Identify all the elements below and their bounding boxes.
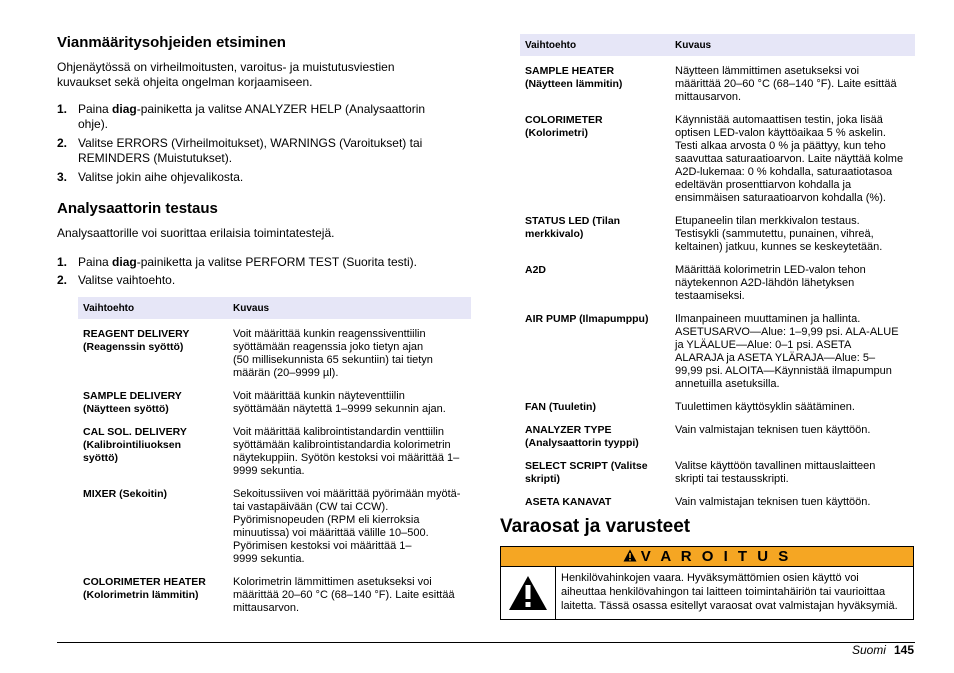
option-description [228, 416, 471, 478]
option-description-line: 9999 sekuntia. [233, 553, 305, 565]
option-name [78, 566, 228, 615]
option-name [520, 450, 670, 486]
option-description-line: syöttämään kalibrointistandardia kolorimetrin [233, 439, 451, 451]
step-number: 2. [57, 136, 68, 150]
option-name [520, 414, 670, 450]
option-description-line: näytekennon A2D-lähdön lähetyksen [675, 277, 855, 289]
option-description-line: Tuulettimen käyttösyklin säätäminen. [675, 401, 855, 413]
option-name-line: SAMPLE HEATER [525, 65, 615, 77]
option-description-line: ensimmäisen saturaatioarvon kohdalla (%). [675, 192, 886, 204]
table-row [520, 486, 915, 509]
warning-text [561, 571, 909, 613]
warning-triangle-icon [623, 548, 637, 567]
key-label: diag [112, 255, 137, 269]
option-name [78, 319, 228, 380]
warning-line: Henkilövahinkojen vaara. Hyväksymättömien osien käyttö voi [561, 572, 859, 584]
table-row [78, 416, 471, 478]
table-row [520, 303, 915, 391]
option-name-line: (Näytteen lämmitin) [525, 78, 623, 90]
table-row [520, 391, 915, 414]
footer-language: Suomi [851, 643, 886, 657]
option-name-line: A2D [525, 264, 547, 276]
option-description-line: määrittää 20–60 °C (68–140 °F). Laite esittää [675, 78, 897, 90]
option-name [78, 380, 228, 416]
table-row [78, 566, 471, 615]
section-title-analyzer-test: Analysaattorin testaus [57, 200, 218, 217]
option-name-line: (Kalibrointiliuoksen [83, 439, 182, 451]
option-description-line: syöttämään reagenssia joko tietyn ajan [233, 341, 424, 353]
option-name-line: AIR PUMP (Ilmapumppu) [525, 313, 649, 325]
option-description [670, 254, 915, 303]
column-header: Vaihtoehto [520, 34, 670, 56]
option-name [520, 486, 670, 509]
table-row [78, 319, 471, 380]
option-name-line: SELECT SCRIPT (Valitse [525, 460, 648, 472]
option-description [670, 450, 915, 486]
table-row [520, 450, 915, 486]
option-name-line: STATUS LED (Tilan [525, 215, 621, 227]
step-text: Paina [78, 255, 113, 269]
step-number: 1. [57, 255, 68, 269]
option-description-line: saavuttaa saturaatioarvon. Laite näyttää kolme [675, 153, 904, 165]
option-description-line: annetuilla asetuksilla. [675, 378, 780, 390]
option-description-line: ALARAJA ja ASETA YLÄRAJA—Alue: 5– [675, 352, 876, 364]
option-description-line: Pyörimisen kestoksi voi määrittää 1– [233, 540, 412, 552]
option-description-line: määrittää 20–60 °C (68–140 °F). Laite esittää [233, 589, 455, 601]
option-description-line: Sekoitussiiven voi määrittää pyörimään myötä- [233, 488, 461, 500]
step-text: Valitse ERRORS (Virheilmoitukset), WARNINGS (Varoitukset) tai REMINDERS (Muistutukset). [78, 136, 423, 165]
option-description-line: Testi alkaa arvosta 0 % ja päättyy, kun teho [675, 140, 886, 152]
option-name [520, 56, 670, 104]
option-name-line: merkkivalo) [525, 228, 584, 240]
option-description-line: Testisykli (sammutettu, punainen, vihreä, [675, 228, 874, 240]
option-description-line: skripti tai testausskripti. [675, 473, 789, 485]
option-description-line: 99,99 psi. ALOITA—Käynnistää ilmapumpun [675, 365, 892, 377]
option-name-line: (Reagenssin syöttö) [83, 341, 184, 353]
table-row [520, 414, 915, 450]
section-title-spare-parts: Varaosat ja varusteet [500, 516, 691, 537]
option-description-line: Ilmanpaineen muuttaminen ja hallinta. [675, 313, 861, 325]
option-description-line: edeltävän prosenttiarvon kohdalla ja [675, 179, 852, 191]
table-row [520, 205, 915, 254]
step-text: Valitse jokin aihe ohjevalikosta. [78, 170, 244, 184]
key-label: diag [112, 102, 137, 116]
step-1 [57, 102, 457, 132]
option-name [520, 303, 670, 391]
option-name-line: (Näytteen syöttö) [83, 403, 169, 415]
option-description-line: Etupaneelin tilan merkkivalon testaus. [675, 215, 860, 227]
option-description [670, 303, 915, 391]
option-description-line: Voit määrittää kalibrointistandardin venttiilin [233, 426, 444, 438]
option-description-line: A2D-lukemaa: 0 % kohdalla, saturaatiotasoa [675, 166, 893, 178]
analyzer-test-intro: Analysaattorille voi suorittaa erilaisia toimintatestejä. [57, 226, 335, 240]
warning-header [501, 547, 913, 567]
option-description-line: Pyörimisnopeuden (RPM eli kierroksia [233, 514, 420, 526]
option-description-line: Määrittää kolorimetrin LED-valon tehon [675, 264, 866, 276]
option-description [228, 478, 471, 566]
option-description-line: mittausarvon. [675, 91, 742, 103]
step-3 [57, 170, 457, 185]
troubleshooting-intro: Ohjenäytössä on virheilmoitusten, varoitus- ja muistutusviestien kuvaukset sekä ohjeita ongelman korjaamiseen. [57, 60, 395, 89]
option-name-line: COLORIMETER HEATER [83, 576, 206, 588]
table-row [520, 254, 915, 303]
step-2 [57, 136, 457, 166]
option-name-line: ASETA KANAVAT [525, 496, 612, 508]
option-description [228, 319, 471, 380]
warning-label: V A R O I T U S [640, 548, 792, 565]
option-name-line: (Kolorimetrin lämmitin) [83, 589, 199, 601]
table-row [520, 104, 915, 205]
option-description-line: tai vastapäivään (CW tai CCW). [233, 501, 389, 513]
option-description-line: keltainen) jatkuu, kunnes se keskeytetään. [675, 241, 883, 253]
footer-rule [57, 642, 915, 643]
option-description-line: 9999 sekuntia. [233, 465, 305, 477]
column-header: Kuvaus [670, 34, 915, 56]
option-description-line: Vain valmistajan teknisen tuen käyttöön. [675, 496, 871, 508]
option-name-line: skripti) [525, 473, 561, 485]
option-description [670, 104, 915, 205]
section-title-troubleshooting: Vianmääritysohjeiden etsiminen [57, 34, 286, 51]
table-row [78, 478, 471, 566]
step-text: Valitse vaihtoehto. [78, 273, 176, 287]
option-description-line: Vain valmistajan teknisen tuen käyttöön. [675, 424, 871, 436]
options-table-left [78, 297, 471, 615]
option-name-line: COLORIMETER [525, 114, 603, 126]
option-description-line: minuutissa) voi määrittää välille 10–500. [233, 527, 429, 539]
option-name [520, 391, 670, 414]
option-description [670, 414, 915, 450]
option-name-line: (Kolorimetri) [525, 127, 588, 139]
step-1 [57, 255, 457, 270]
step-text: Paina [78, 102, 113, 116]
option-name-line: REAGENT DELIVERY [83, 328, 190, 340]
option-description-line: optisen LED-valon käyttöaikaa 5 % askelin. [675, 127, 886, 139]
option-description [670, 391, 915, 414]
option-description-line: Valitse käyttöön tavallinen mittauslaitteen [675, 460, 876, 472]
option-description-line: ja YLÄALUE—Alue: 0–1 psi. ASETA [675, 339, 852, 351]
option-description [670, 486, 915, 509]
step-number: 1. [57, 102, 68, 116]
option-name-line: SAMPLE DELIVERY [83, 390, 182, 402]
warning-box [500, 546, 914, 620]
options-table-right [520, 34, 915, 509]
step-number: 3. [57, 170, 68, 184]
option-name-line: CAL SOL. DELIVERY [83, 426, 187, 438]
option-description [670, 56, 915, 104]
step-2 [57, 273, 457, 288]
option-name-line: syöttö) [83, 452, 118, 464]
option-name [520, 205, 670, 254]
step-text: -painiketta ja valitse ANALYZER HELP (Analysaattorin ohje). [78, 102, 426, 131]
option-name [78, 416, 228, 478]
option-name [78, 478, 228, 566]
option-description-line: määrän (20–9999 µl). [233, 367, 339, 379]
option-description-line: testaamiseksi. [675, 290, 745, 302]
option-description [670, 205, 915, 254]
table-row [78, 380, 471, 416]
option-name [520, 254, 670, 303]
option-description-line: Kolorimetrin lämmittimen asetukseksi voi [233, 576, 432, 588]
option-description-line: Käynnistää automaattisen testin, joka lisää [675, 114, 883, 126]
column-header: Kuvaus [228, 297, 471, 319]
option-name-line: (Analysaattorin tyyppi) [525, 437, 639, 449]
table-row [520, 56, 915, 104]
option-description [228, 566, 471, 615]
option-description-line: mittausarvon. [233, 602, 300, 614]
option-name-line: ANALYZER TYPE [525, 424, 612, 436]
option-description-line: (50 millisekunnista 65 sekuntiin) tai tietyn [233, 354, 433, 366]
warning-line: laitetta. Tässä osassa esitellyt varaosat ovat valmistajan hyväksymiä. [561, 600, 898, 612]
page-number: 145 [893, 643, 914, 657]
option-description-line: näytekuppiin. Syötön kestoksi voi määrittää 1– [233, 452, 460, 464]
option-description-line: syöttämään näytettä 1–9999 sekunnin ajan. [233, 403, 446, 415]
option-description-line: Näytteen lämmittimen asetukseksi voi [675, 65, 860, 77]
option-name-line: MIXER (Sekoitin) [83, 488, 168, 500]
option-description [228, 380, 471, 416]
step-text: -painiketta ja valitse PERFORM TEST (Suorita testi). [136, 255, 418, 269]
option-name-line: FAN (Tuuletin) [525, 401, 596, 413]
option-name [520, 104, 670, 205]
column-header: Vaihtoehto [78, 297, 228, 319]
option-description-line: Voit määrittää kunkin reagenssiventtiilin [233, 328, 426, 340]
option-description-line: ASETUSARVO—Alue: 1–9,99 psi. ALA-ALUE [675, 326, 899, 338]
page-footer [852, 643, 914, 657]
step-number: 2. [57, 273, 68, 287]
hazard-icon [501, 567, 556, 619]
option-description-line: Voit määrittää kunkin näyteventtiilin [233, 390, 405, 402]
warning-line: aiheuttaa henkilövahingon tai laitteen toimintahäiriön tai vaurioittaa [561, 586, 886, 598]
